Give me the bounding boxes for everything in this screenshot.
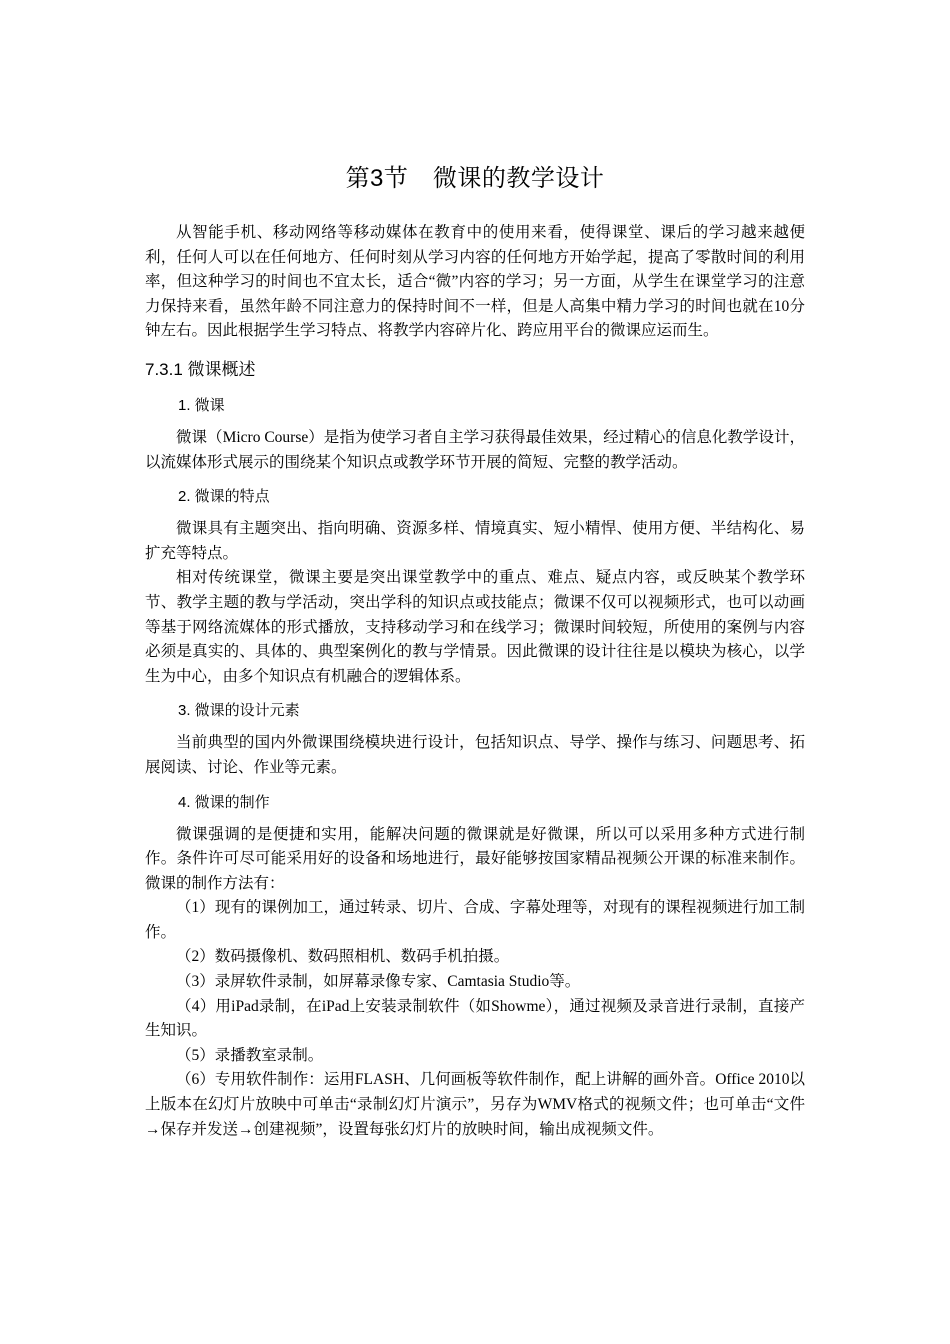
item-heading-design-elements: 3. 微课的设计元素 bbox=[178, 702, 300, 720]
list-item: （2）数码摄像机、数码照相机、数码手机拍摄。 bbox=[176, 948, 510, 966]
paragraph: 微课强调的是便捷和实用，能解决问题的微课就是好微课，所以可以采用多种方式进行制作。条件许可尽可能采用好的设备和场地进行，最好能够按国家精品视频公开课的标准来制作。微课的制作方法有： bbox=[145, 825, 805, 892]
paragraph: 当前典型的国内外微课围绕模块进行设计，包括知识点、导学、操作与练习、问题思考、拓展阅读、讨论、作业等元素。 bbox=[145, 734, 805, 776]
section-title: 第3节 微课的教学设计 bbox=[345, 165, 605, 192]
paragraph: 微课（Micro Course）是指为使学习者自主学习获得最佳效果，经过精心的信息化教学设计，以流媒体形式展示的围绕某个知识点或教学环节开展的简短、完整的教学活动。 bbox=[145, 428, 805, 471]
list-item: （3）录屏软件录制，如屏幕录像专家、Camtasia Studio等。 bbox=[176, 973, 581, 991]
list-item: （4）用iPad录制，在iPad上安装录制软件（如Showme），通过视频及录音进行录制，直接产生知识。 bbox=[145, 997, 805, 1040]
subsection-heading: 7.3.1 微课概述 bbox=[145, 359, 256, 379]
item-heading-weike: 1. 微课 bbox=[178, 396, 225, 414]
intro-paragraph: 从智能手机、移动网络等移动媒体在教育中的使用来看，使得课堂、课后的学习越来越便利，任何人可以在任何地方、任何时刻从学习内容的任何地方开始学起，提高了零散时间的利用率，但这种学习的时间也不宜太长，适合“微”内容的学习；另一方面，从学生在课堂学习的注意力保持来看，虽然年龄不同注意力的保持时间不一样，但是人高集中精力学习的时间也就在10分钟左右。因此根据学生学习特点、将教学内容碎片化、跨应用平台的微课应运而生。 bbox=[145, 224, 805, 340]
item-heading-production: 4. 微课的制作 bbox=[178, 793, 270, 811]
list-item: （5）录播教室录制。 bbox=[176, 1046, 324, 1064]
paragraph: 相对传统课堂，微课主要是突出课堂教学中的重点、难点、疑点内容，或反映某个教学环节、教学主题的教与学活动，突出学科的知识点或技能点；微课不仅可以视频形式，也可以动画等基于网络流媒体的形式播放，支持移动学习和在线学习；微课时间较短，所使用的案例与内容必须是真实的、具体的、典型案例化的教与学情景。因此微课的设计往往是以模块为核心，以学生为中心，由多个知识点有机融合的逻辑体系。 bbox=[145, 569, 805, 685]
list-item: （6）专用软件制作：运用FLASH、几何画板等软件制作，配上讲解的画外音。Office 2010以上版本在幻灯片放映中可单击“录制幻灯片演示”，另存为WMV格式的视频文件；也可单击“文件→保存并发送→创建视频”，设置每张幻灯片的放映时间，输出成视频文件。 bbox=[145, 1071, 805, 1138]
item-heading-features: 2. 微课的特点 bbox=[178, 488, 270, 506]
list-item: （1）现有的课例加工，通过转录、切片、合成、字幕处理等，对现有的课程视频进行加工制作。 bbox=[145, 899, 805, 941]
paragraph: 微课具有主题突出、指向明确、资源多样、情境真实、短小精悍、使用方便、半结构化、易扩充等特点。 bbox=[145, 520, 805, 562]
